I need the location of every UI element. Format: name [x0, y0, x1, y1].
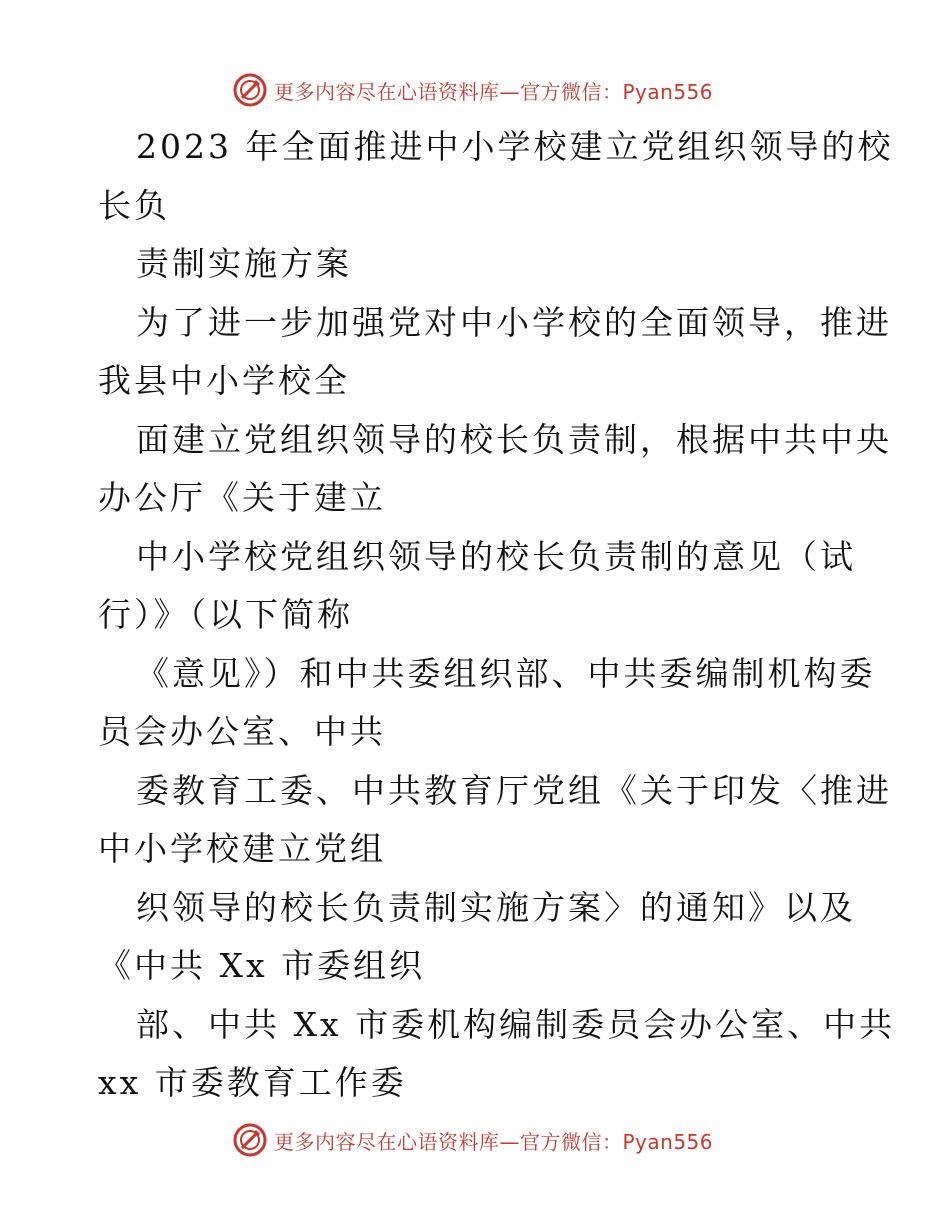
paragraph-line: 委教育工委、中共教育厅党组《关于印发〈推进 — [136, 770, 892, 810]
paragraph-line: 面建立党组织领导的校长负责制，根据中共中央 — [136, 419, 892, 459]
paragraph-line: 部、中共 Xx 市委机构编制委员会办公室、中共 — [136, 1004, 896, 1044]
watermark-footer — [232, 1120, 713, 1160]
paragraph-line: 员会办公室、中共 — [98, 712, 386, 751]
paragraph-line: 行）》（以下简称 — [98, 595, 353, 634]
paragraph-line: 织领导的校长负责制实施方案〉的通知》以及 — [136, 887, 856, 927]
watermark-text: 更多内容尽在心语资料库—官方微信：Pyan556 — [274, 79, 714, 104]
paragraph-line: 中小学校党组织领导的校长负责制的意见（试 — [136, 536, 856, 576]
document-body — [98, 118, 896, 1113]
title-line-1: 2023 年全面推进中小学校建立党组织领导的校 — [136, 127, 894, 166]
title-line-2: 长负 — [98, 185, 170, 225]
watermark-header — [232, 70, 713, 110]
watermark-text: 更多内容尽在心语资料库—官方微信：Pyan556 — [274, 1129, 714, 1154]
seal-logo-icon — [232, 72, 268, 108]
paragraph-line: 办公厅《关于建立 — [98, 478, 386, 517]
paragraph-line: 中小学校建立党组 — [98, 829, 386, 868]
seal-logo-icon — [232, 1122, 268, 1158]
paragraph-line: 为了进一步加强党对中小学校的全面领导，推进 — [136, 302, 892, 342]
paragraph-line: 《意见》）和中共委组织部、中共委编制机构委 — [136, 653, 876, 693]
paragraph-line: xx 市委教育工作委 — [98, 1063, 407, 1102]
paragraph-line: 《中共 Xx 市委组织 — [98, 946, 426, 985]
paragraph-line: 我县中小学校全 — [98, 361, 350, 400]
title-line-3: 责制实施方案 — [136, 244, 352, 283]
